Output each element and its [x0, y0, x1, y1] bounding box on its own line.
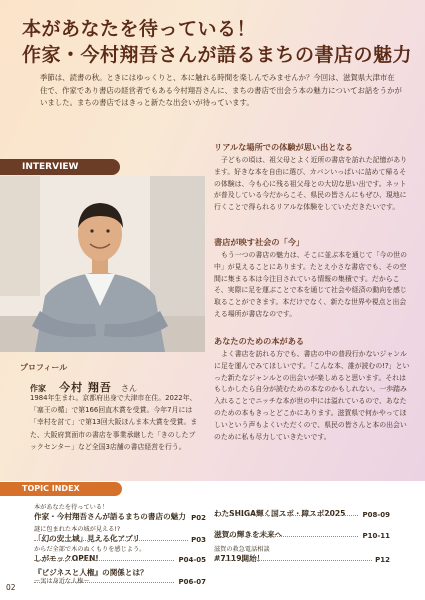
topic-sub: 本があなたを待っている！ — [34, 504, 109, 511]
profile-person-name: 今村 翔吾 — [59, 381, 112, 394]
page-number: 02 — [6, 583, 16, 592]
interview-label: INTERVIEW — [0, 159, 120, 175]
section-heading: あなたのための本がある — [214, 336, 305, 346]
profile-label: プロフィール — [20, 363, 68, 372]
topic-page: P06-07 — [175, 578, 206, 586]
author-photo — [0, 176, 205, 352]
profile-honorific: さん — [121, 384, 138, 393]
topic-main: 滋賀の輝きを未来へ — [214, 530, 283, 539]
section-book-for-you — [214, 336, 410, 443]
section-heading: 書店が映す社会の「今」 — [214, 237, 305, 247]
profile-text: 1984年生まれ。京都府出身で大津市在住。2022年、「塞王の楯」で第166回直木賞を受賞。今年7月には「幸村を討て」で第13回大阪ほんま本大賞を受賞。また、大阪府箕面市の書店を事業承継した「きのしたブックセンター」など全国3店舗の書店経営を行う。 — [30, 394, 198, 451]
topic-page: P08-09 — [359, 511, 390, 519]
topic-sub: 滋賀の救急電話相談 — [214, 546, 270, 553]
topic-main: 作家・今村翔吾さんが語るまちの書店の魅力 — [34, 512, 186, 521]
section-real-experience — [214, 142, 410, 214]
topic-item[interactable] — [214, 546, 390, 564]
topic-item[interactable] — [34, 504, 206, 522]
title-line1: 本があなたを待っている！ — [22, 18, 257, 40]
topic-index-label: TOPIC INDEX — [0, 482, 122, 496]
topic-page: P10-11 — [359, 532, 390, 540]
leader-dots — [34, 540, 206, 541]
topic-main: #7119開始！ — [214, 554, 265, 563]
topic-sub: からだ全部で木のぬくもりを感じよう。 — [34, 546, 146, 553]
section-body: もう一つの書店の魅力は、そこに並ぶ本を通じて「今の世の中」が見えることにあります。たとえ小さな書店でも、その空間に集まる本は今注目されている情報の集積です。だからこそ、実際に足を運ぶことで本を通じて社会や経済の動向を感じ取ることができます。本だけでなく、新たな世界や視点と出会える場所が書店なのです。 — [214, 251, 408, 318]
topic-note: ～実は身近な人権～ — [34, 578, 90, 585]
topic-main: 「幻の安土城」見える化アプリ — [34, 534, 141, 543]
topic-page: P02 — [188, 514, 206, 522]
section-body: 子どもの頃は、祖父母とよく近所の書店を訪れた記憶があります。好きな本を自由に選び、カバンいっぱいに詰めて帰るその体験は、今も心に残る祖父母との大切な思い出です。ネットが普及している今だからこそ、県民の皆さんにもぜひ、現地に行くことで得られるリアルな体験をしていただきたいです。 — [214, 156, 408, 212]
topic-page: P03 — [188, 536, 206, 544]
topic-main: わたSHIGA輝く国スポ・障スポ2025 — [214, 509, 346, 518]
topic-main: 『ビジネスと人権』の関係とは？ — [34, 568, 148, 577]
title-line2: 作家・今村翔吾さんが語るまちの書店の魅力 — [22, 44, 413, 66]
section-heading: リアルな場所での体験が思い出となる — [214, 142, 353, 152]
author-portrait-icon — [0, 176, 205, 352]
lead-paragraph: 季節は、読書の秋。ときにはゆっくりと、本に触れる時間を楽しんでみませんか？今回は、滋賀県大津市在住で、作家であり書店の経営者でもある今村翔吾さんに、まちの書店で出会う本の魅力についてお話をうかがいました。まちの書店ではきっと新たな出会いが待っています。 — [40, 73, 402, 108]
leader-dots — [214, 560, 390, 561]
section-body: よく書店を訪れる方でも、書店の中の普段行かないジャンルに足を運んでみてほしいです。「こんな本、誰が読むの!?」といった新たなジャンルとの出会いが楽しめると思います。それはもしかしたら自分が読むための本なのかもしれない。一歩踏み入れることでニッチな本が世の中には溢れているので、あなたのための本もきっとどこかにあります。滋賀県で何かやってほしいという声もよくいただくので、県民の皆さんと本の出会いのために私も尽力していきたいです。 — [214, 350, 410, 441]
topic-item[interactable] — [214, 509, 390, 519]
topic-page: P12 — [372, 556, 390, 564]
topic-sub: 謎に包まれた本の城が見える!? — [34, 526, 121, 533]
topic-item[interactable] — [214, 530, 390, 540]
topic-main: しがモックOPEN! — [34, 554, 99, 563]
section-society-now — [214, 237, 410, 321]
topic-page: P04-05 — [175, 556, 206, 564]
profile-role: 作家 — [30, 384, 46, 393]
topic-item[interactable] — [34, 526, 206, 544]
topic-item[interactable] — [34, 568, 206, 586]
topic-item[interactable] — [34, 546, 206, 564]
